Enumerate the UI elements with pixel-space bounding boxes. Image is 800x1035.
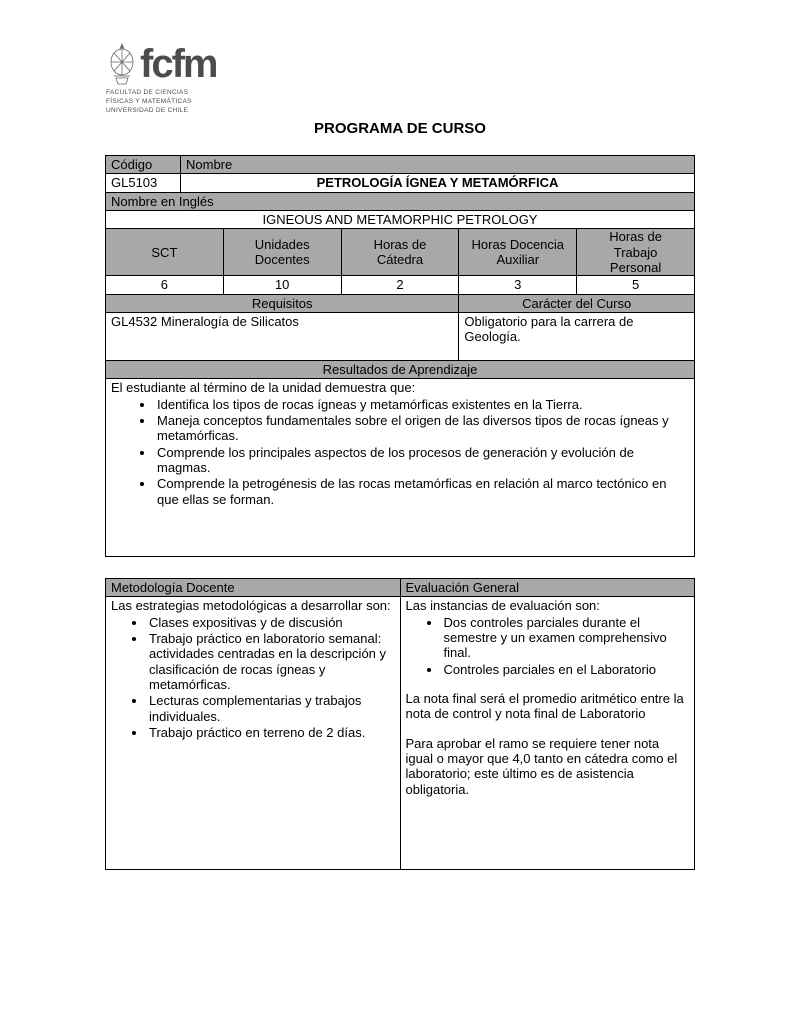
requisitos-value-cell: GL4532 Mineralogía de Silicatos [106,313,459,361]
sct-header-label: SCT [151,244,178,260]
fcfm-logo [106,42,216,115]
fcfm-logo-text: fcfm [140,42,217,86]
table-row-english-header [106,193,695,211]
caracter-value-cell: Obligatorio para la carrera de Geología. [459,313,695,361]
resultados-item: • Comprende la petrogénesis de las rocas metamórficas en relación al marco tectónico en que ellas se forman. [155,476,689,507]
table-row-hours-values [106,276,695,294]
resultados-item: • Comprende los principales aspectos de los procesos de generación y evolución de magmas. [155,445,689,476]
evaluacion-item: • Controles parciales en el Laboratorio [442,662,690,677]
faculty-name-text [106,89,216,115]
evaluacion-paragraph-2: Para aprobar el ramo se requiere tener nota igual o mayor que 4,0 tanto en cátedra como el laboratorio; este último es de asistencia obligatoria. [405,735,678,797]
horas-catedra-header-cell [342,229,460,276]
course-info-table [105,155,695,557]
evaluacion-item: • Dos controles parciales durante el semestre y un examen comprehensivo final. [442,615,690,661]
caracter-label-cell: Carácter del Curso [459,295,695,313]
resultados-label-cell: Resultados de Aprendizaje [106,361,695,379]
evaluacion-content-cell [401,597,696,870]
horas-catedra-label: Horas de Cátedra [373,236,427,268]
table-row-method-headers [106,579,695,597]
course-name-cell: PETROLOGÍA ÍGNEA Y METAMÓRFICA [181,174,695,192]
table-row-resultados-header [106,361,695,379]
metodologia-item: • Clases expositivas y de discusión [147,615,395,630]
faculty-line-1: FACULTAD DE CIENCIAS [106,89,189,96]
faculty-line-2: FÍSICAS Y MATEMÁTICAS [106,97,192,105]
horas-docencia-value-cell: 3 [459,276,577,294]
sct-header-cell [106,229,224,276]
table-row-requisitos-value [106,313,695,361]
table-row-method-content [106,597,695,870]
nombre-label-cell: Nombre [181,156,695,174]
metodologia-intro-text: Las estrategias metodológicas a desarrollar son: [111,598,391,614]
evaluacion-intro-text: Las instancias de evaluación son: [405,598,600,614]
metodologia-item: • Trabajo práctico en laboratorio semanal: actividades centradas en la descripción y clasificación de rocas ígneas y metamórficas. [147,631,395,692]
table-row-english-value [106,211,695,229]
resultados-item: • Identifica los tipos de rocas ígneas y metamórficas existentes en la Tierra. [155,397,689,412]
codigo-label-cell: Código [106,156,181,174]
evaluacion-paragraph-1: La nota final será el promedio aritmético entre la nota de control y nota final de Laboratorio [405,690,684,722]
evaluacion-label-cell: Evaluación General [401,579,696,597]
horas-docencia-label: Horas Docencia Auxiliar [471,236,565,268]
english-name-cell: IGNEOUS AND METAMORPHIC PETROLOGY [106,211,695,229]
faculty-line-3: UNIVERSIDAD DE CHILE [106,106,189,114]
unidades-docentes-value-cell: 10 [224,276,342,294]
unidades-docentes-header-cell [224,229,342,276]
methodology-evaluation-table [105,578,695,870]
horas-trabajo-header-cell [577,229,695,276]
metodologia-item: • Lecturas complementarias y trabajos individuales. [147,693,395,724]
resultados-content-cell [106,379,695,557]
resultados-list [111,397,689,507]
evaluacion-list [406,615,690,677]
table-row-resultados-content [106,379,695,557]
table-row-hours-headers [106,229,695,276]
metodologia-label-cell: Metodología Docente [106,579,401,597]
page-title: PROGRAMA DE CURSO [314,120,486,137]
university-emblem-icon [106,42,138,88]
resultados-item: • Maneja conceptos fundamentales sobre el origen de las diversos tipos de rocas ígneas y metamórficas. [155,413,689,444]
unidades-docentes-label: Unidades Docentes [254,236,310,268]
metodologia-content-cell [106,597,401,870]
metodologia-list [111,615,395,741]
codigo-value-cell: GL5103 [106,174,181,192]
horas-trabajo-label: Horas de Trabajo Personal [609,229,662,275]
table-row-code-header [106,156,695,174]
horas-trabajo-value-cell: 5 [577,276,695,294]
table-row-code-value [106,174,695,192]
nombre-ingles-label-cell: Nombre en Inglés [106,193,695,211]
sct-value-cell: 6 [106,276,224,294]
horas-catedra-value-cell: 2 [342,276,460,294]
resultados-intro-text: El estudiante al término de la unidad demuestra que: [111,380,416,396]
requisitos-label-cell: Requisitos [106,295,459,313]
metodologia-item: • Trabajo práctico en terreno de 2 días. [147,725,395,740]
horas-docencia-header-cell [459,229,577,276]
table-row-requisitos-header [106,295,695,313]
